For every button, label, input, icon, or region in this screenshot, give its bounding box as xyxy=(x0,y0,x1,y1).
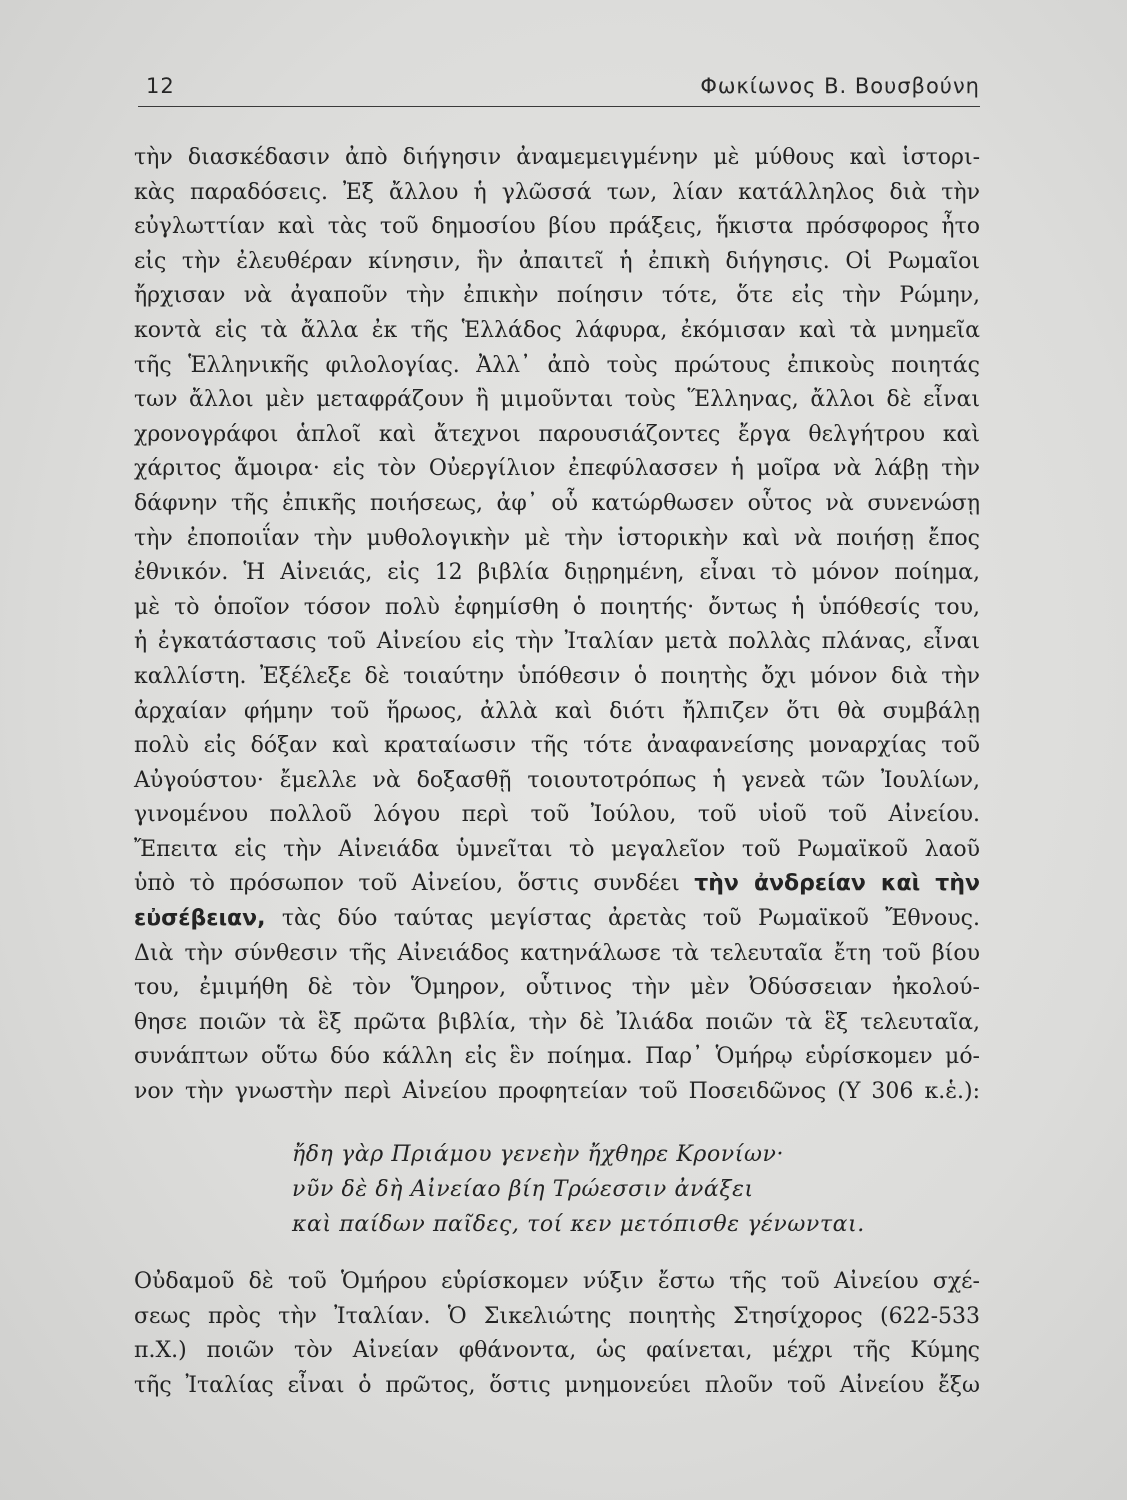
text-line: μὲ τὸ ὁποῖον τόσον πολὺ ἐφημίσθη ὁ ποιητής· ὄντως ἡ ὑπόθεσίς του, xyxy=(134,594,980,620)
text-line: Αὐγούστου· ἔμελλε νὰ δοξασθῇ τοιουτοτρόπως ἡ γενεὰ τῶν Ἰουλίων, xyxy=(134,767,980,793)
text-segment: τὰς δύο ταύτας μεγίστας ἀρετὰς τοῦ Ρωμαϊκοῦ Ἔθνους. xyxy=(281,906,980,932)
running-header xyxy=(138,74,980,104)
text-line-emphasis xyxy=(134,867,980,902)
text-line: τὴν ἐποποιΐαν τὴν μυθολογικὴν μὲ τὴν ἱστορικὴν καὶ νὰ ποιήσῃ ἔπος xyxy=(134,525,980,551)
main-paragraph xyxy=(134,141,980,1110)
text-line: Ἔπειτα εἰς τὴν Αἰνειάδα ὑμνεῖται τὸ μεγαλεῖον τοῦ Ρωμαϊκοῦ λαοῦ xyxy=(134,836,980,862)
bold-phrase: εὐσέβειαν, xyxy=(134,906,266,932)
text-line: συνάπτων οὕτω δύο κάλλη εἰς ἓν ποίημα. Παρ᾽ Ὁμήρῳ εὑρίσκομεν μό- xyxy=(134,1044,980,1070)
text-line: χρονογράφοι ἁπλοῖ καὶ ἄτεχνοι παρουσιάζοντες ἔργα θελγήτρου καὶ xyxy=(134,421,980,447)
text-line: χάριτος ἄμοιρα· εἰς τὸν Οὐεργίλιον ἐπεφύλασσεν ἡ μοῖρα νὰ λάβῃ τὴν xyxy=(134,456,980,482)
text-line: σεως πρὸς τὴν Ἰταλίαν. Ὁ Σικελιώτης ποιητὴς Στησίχορος (622-533 xyxy=(134,1303,980,1329)
text-line: ἀρχαίαν φήμην τοῦ ἥρωος, ἀλλὰ καὶ διότι ἤλπιζεν ὅτι θὰ συμβάλῃ xyxy=(134,698,980,724)
text-line: ἤρχισαν νὰ ἀγαποῦν τὴν ἐπικὴν ποίησιν τότε, ὅτε εἰς τὴν Ρώμην, xyxy=(134,283,980,309)
text-line: γινομένου πολλοῦ λόγου περὶ τοῦ Ἰούλου, τοῦ υἱοῦ τοῦ Αἰνείου. xyxy=(134,802,980,828)
text-line: κὰς παραδόσεις. Ἐξ ἄλλου ἡ γλῶσσά των, λίαν κατάλληλος διὰ τὴν xyxy=(134,179,980,205)
homeric-quotation xyxy=(292,1137,865,1242)
bold-phrase: τὴν ἀνδρείαν καὶ τὴν xyxy=(694,871,980,897)
text-line: των ἄλλοι μὲν μεταφράζουν ἢ μιμοῦνται τοὺς Ἕλληνας, ἄλλοι δὲ εἶναι xyxy=(134,387,980,413)
closing-paragraph xyxy=(134,1265,980,1403)
author-name: Φωκίωνος Β. Βουσβούνη xyxy=(700,74,980,98)
page-number: 12 xyxy=(146,74,175,98)
text-line: δάφνην τῆς ἐπικῆς ποιήσεως, ἀφ᾽ οὗ κατώρθωσεν οὗτος νὰ συνενώσῃ xyxy=(134,490,980,516)
verse-line: ἤδη γὰρ Πριάμου γενεὴν ἤχθηρε Κρονίων· xyxy=(292,1142,785,1167)
text-line: Οὐδαμοῦ δὲ τοῦ Ὁμήρου εὑρίσκομεν νύξιν ἔστω τῆς τοῦ Αἰνείου σχέ- xyxy=(134,1269,980,1294)
text-line-emphasis xyxy=(134,902,980,937)
text-line: τῆς Ἑλληνικῆς φιλολογίας. Ἀλλ᾽ ἀπὸ τοὺς πρώτους ἐπικοὺς ποιητάς xyxy=(134,352,980,378)
text-segment: ὑπὸ τὸ πρόσωπον τοῦ Αἰνείου, ὅστις συνδέει xyxy=(134,871,680,897)
text-line: του, ἐμιμήθη δὲ τὸν Ὅμηρον, οὗτινος τὴν μὲν Ὀδύσσειαν ἠκολού- xyxy=(134,975,980,1001)
text-line: τῆς Ἰταλίας εἶναι ὁ πρῶτος, ὅστις μνημονεύει πλοῦν τοῦ Αἰνείου ἔξω xyxy=(134,1372,980,1398)
text-line: νον τὴν γνωστὴν περὶ Αἰνείου προφητείαν τοῦ Ποσειδῶνος (Υ 306 κ.ἑ.): xyxy=(134,1079,980,1105)
text-line: εἰς τὴν ἐλευθέραν κίνησιν, ἣν ἀπαιτεῖ ἡ ἐπικὴ διήγησις. Οἱ Ρωμαῖοι xyxy=(134,248,980,274)
verse-line: νῦν δὲ δὴ Αἰνείαο βίη Τρώεσσιν ἀνάξει xyxy=(292,1177,754,1202)
text-line: πολὺ εἰς δόξαν καὶ κραταίωσιν τῆς τότε ἀναφανείσης μοναρχίας τοῦ xyxy=(134,733,980,759)
text-line: Διὰ τὴν σύνθεσιν τῆς Αἰνειάδος κατηνάλωσε τὰ τελευταῖα ἔτη τοῦ βίου xyxy=(134,940,980,966)
text-line: ἡ ἐγκατάστασις τοῦ Αἰνείου εἰς τὴν Ἰταλίαν μετὰ πολλὰς πλάνας, εἶναι xyxy=(134,629,980,655)
header-rule xyxy=(138,106,980,107)
text-line: θησε ποιῶν τὰ ἓξ πρῶτα βιβλία, τὴν δὲ Ἰλιάδα ποιῶν τὰ ἓξ τελευταῖα, xyxy=(134,1009,980,1035)
text-line: τὴν διασκέδασιν ἀπὸ διήγησιν ἀναμεμειγμένην μὲ μύθους καὶ ἱστορι- xyxy=(134,145,980,170)
text-line: ἐθνικόν. Ἡ Αἰνειάς, εἰς 12 βιβλία διῃρημένη, εἶναι τὸ μόνον ποίημα, xyxy=(134,560,980,586)
verse-line: καὶ παίδων παῖδες, τοί κεν μετόπισθε γένωνται. xyxy=(292,1212,865,1237)
text-line: καλλίστη. Ἐξέλεξε δὲ τοιαύτην ὑπόθεσιν ὁ ποιητὴς ὄχι μόνον διὰ τὴν xyxy=(134,663,980,689)
text-line: π.Χ.) ποιῶν τὸν Αἰνείαν φθάνοντα, ὡς φαίνεται, μέχρι τῆς Κύμης xyxy=(134,1338,980,1364)
text-line: εὐγλωττίαν καὶ τὰς τοῦ δημοσίου βίου πράξεις, ἥκιστα πρόσφορος ἦτο xyxy=(134,214,980,240)
text-line: κοντὰ εἰς τὰ ἄλλα ἐκ τῆς Ἑλλάδος λάφυρα, ἐκόμισαν καὶ τὰ μνημεῖα xyxy=(134,317,980,343)
